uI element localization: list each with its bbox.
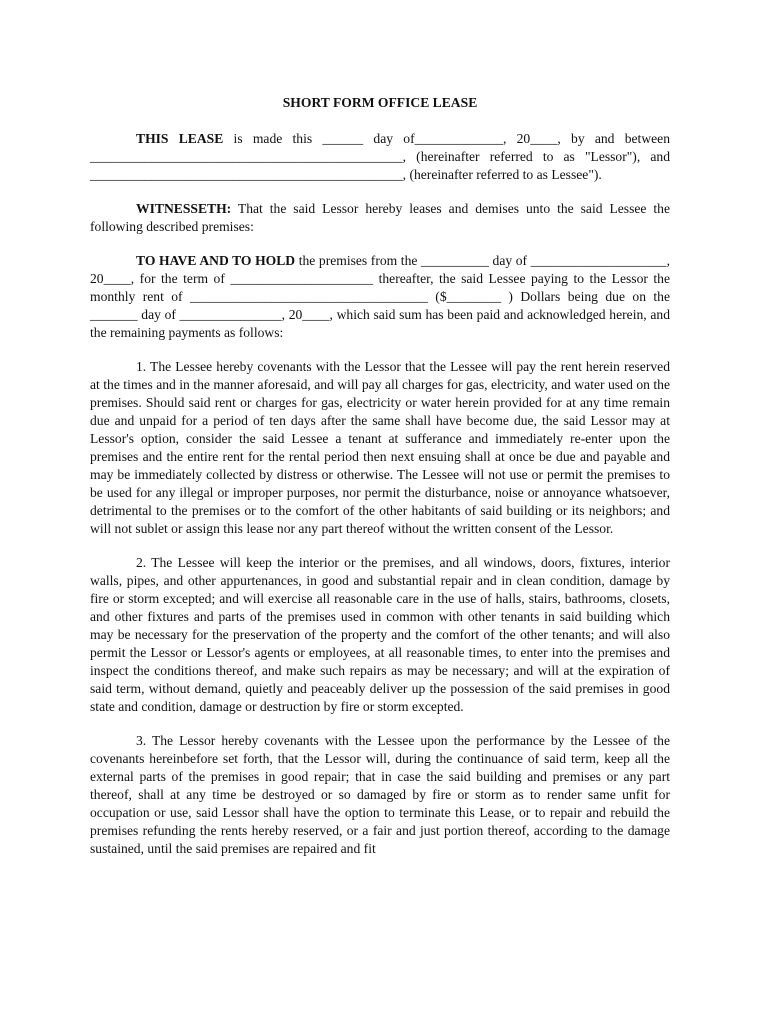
paragraph-this-lease	[90, 130, 670, 184]
this-lease-lead: THIS LEASE	[136, 131, 224, 146]
document-page	[90, 94, 670, 874]
this-lease-text: is made this ______ day of_____________, 20____, by and between ______________________________________________, (hereinafter referred to as "Lessor"), and ______________________________________________, (hereinafter referred to as Lessee").	[90, 131, 671, 182]
clause-3: 3. The Lessor hereby covenants with the Lessee upon the performance by the Lessee of the covenants hereinbefore set forth, that the Lessor will, during the continuance of said term, keep all the external parts of the premises in good repair; that in case the said building and premises or any part thereof, shall at any time be destroyed or so damaged by fire or storm as to render same unfit for occupation or use, said Lessor shall have the option to terminate this Lease, or to repair and rebuild the premises refunding the rents hereby reserved, or a fair and just portion thereof, according to the damage sustained, until the said premises are repaired and fit	[90, 733, 670, 856]
witnesseth-lead: WITNESSETH:	[136, 201, 232, 216]
document-title: SHORT FORM OFFICE LEASE	[282, 95, 478, 110]
clause-2: 2. The Lessee will keep the interior or the premises, and all windows, doors, fixtures, interior walls, pipes, and other appurtenances, in good and substantial repair and in clean condition, damage by fire or storm excepted; and will exercise all reasonable care in the use of halls, stairs, bathrooms, closets, and other fixtures and parts of the premises used in common with other tenants in said building which may be necessary for the preservation of the property and the comfort of the other tenants; and will also permit the Lessor or Lessor's agents or employees, at all reasonable times, to enter into the premises and inspect the conditions thereof, and make such repairs as may be necessary; and will at the expiration of said term, without demand, quietly and peaceably deliver up the possession of the said premises in good state and condition, damage or destruction by fire or storm excepted.	[90, 555, 670, 714]
witnesseth-text: That the said Lessor hereby leases and demises unto the said Lessee the following described premises:	[90, 201, 670, 234]
clause-1: 1. The Lessee hereby covenants with the Lessor that the Lessee will pay the rent herein reserved at the times and in the manner aforesaid, and will pay all charges for gas, electricity, and water used on the premises. Should said rent or charges for gas, electricity or water herein provided for at any time remain due and unpaid for a period of ten days after the same shall have become due, the said Lessor may at Lessor's option, consider the said Lessee a tenant at sufferance and immediately re-enter upon the premises and the entire rent for the rental period then next ensuing shall at once be due and payable and may be immediately collected by distress or otherwise. The Lessee will not use or permit the premises to be used for any illegal or improper purposes, nor permit the disturbance, noise or annoyance whatsoever, detrimental to the premises or to the comfort of the other habitants of said building or its neighbors; and will not sublet or assign this lease nor any part thereof without the written consent of the Lessor.	[90, 359, 670, 536]
to-have-text: the premises from the __________ day of ____________________, 20____, for the term of _____________________ thereafter, the said Lessee paying to the Lessor the monthly rent of ___________________________________ ($________ ) Dollars being due on the _______ day of _______________, 20____, which said sum has been paid and acknowledged herein, and the remaining payments as follows:	[90, 253, 670, 340]
to-have-lead: TO HAVE AND TO HOLD	[136, 253, 296, 268]
paragraph-witnesseth	[90, 200, 670, 236]
paragraph-to-have-and-to-hold	[90, 252, 670, 342]
